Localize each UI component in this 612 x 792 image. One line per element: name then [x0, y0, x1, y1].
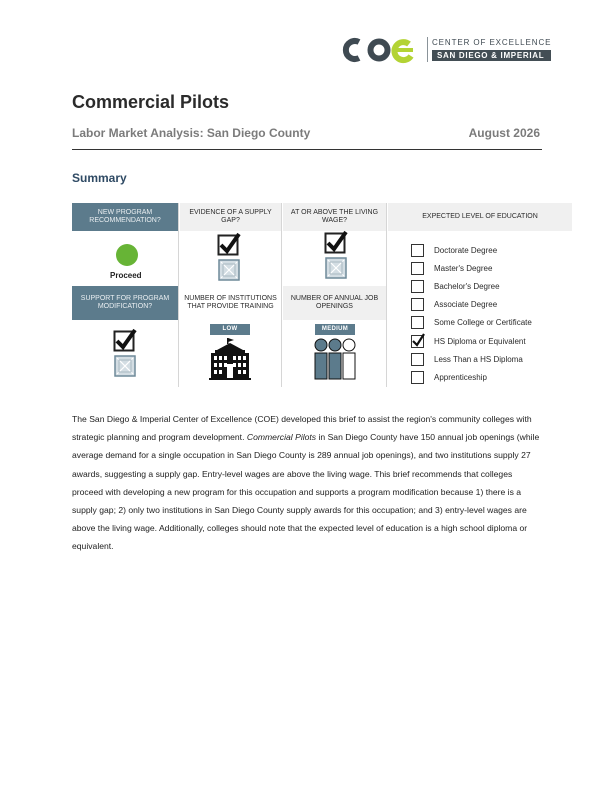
education-level-item: [411, 316, 532, 330]
education-level-item: [411, 334, 526, 348]
logo-divider: [427, 37, 428, 62]
education-label: Bachelor's Degree: [434, 281, 500, 291]
summary-paragraph: [72, 410, 544, 556]
support-modification-no-checkbox: [114, 355, 136, 377]
education-level-item: [411, 352, 523, 366]
check-icon: [411, 333, 426, 348]
people-icon: [314, 338, 356, 380]
coe-logo: [341, 34, 421, 66]
grid-divider: [386, 203, 387, 387]
summary-text-part1: The San Diego & Imperial Center of Excellence (COE) developed this brief to assist the region's community colleges with strategic planning and program development.: [72, 414, 532, 443]
education-checkbox: [411, 371, 424, 384]
logo-text: [432, 38, 551, 61]
report-date: August 2026: [468, 126, 540, 140]
logo-line1: CENTER OF EXCELLENCE: [432, 38, 552, 47]
grid-divider: [178, 203, 179, 387]
education-checkbox: [411, 244, 424, 257]
education-checkbox: [411, 298, 424, 311]
education-label: HS Diploma or Equivalent: [434, 336, 526, 346]
supply-gap-yes-checkbox: [217, 232, 241, 256]
education-level-item: [411, 298, 497, 312]
education-checkbox: [411, 262, 424, 275]
institutions-header: NUMBER OF INSTITUTIONS THAT PROVIDE TRAINING: [180, 286, 281, 320]
education-level-item: [411, 243, 497, 257]
building-icon: [209, 338, 251, 380]
supply-gap-header: EVIDENCE OF A SUPPLY GAP?: [180, 203, 281, 231]
education-checkbox: [411, 353, 424, 366]
education-label: Master's Degree: [434, 263, 493, 273]
living-wage-no-checkbox: [325, 257, 347, 279]
supply-gap-no-checkbox: [218, 259, 240, 281]
new-program-header: NEW PROGRAM RECOMMENDATION?: [72, 203, 178, 231]
education-label: Apprenticeship: [434, 372, 487, 382]
openings-header: NUMBER OF ANNUAL JOB OPENINGS: [283, 286, 386, 320]
logo-line2: SAN DIEGO & IMPERIAL: [432, 50, 551, 61]
living-wage-yes-checkbox: [324, 230, 348, 254]
living-wage-header: AT OR ABOVE THE LIVING WAGE?: [283, 203, 386, 231]
education-label: Associate Degree: [434, 300, 498, 310]
proceed-status-dot: [116, 244, 138, 266]
education-level-item: [411, 370, 487, 384]
title-rule: [72, 149, 542, 150]
summary-text-occupation: Commercial Pilots: [246, 432, 317, 443]
education-checkbox: [411, 316, 424, 329]
education-checkbox: [411, 335, 424, 348]
grid-divider: [281, 203, 282, 387]
openings-level-badge: MEDIUM: [315, 324, 355, 335]
education-checkbox: [411, 280, 424, 293]
page-subtitle: Labor Market Analysis: San Diego County: [72, 126, 311, 140]
education-level-item: [411, 279, 500, 293]
education-label: Some College or Certificate: [434, 318, 532, 328]
institutions-level-badge: LOW: [210, 324, 250, 335]
education-label: Less Than a HS Diploma: [434, 354, 523, 364]
summary-heading: Summary: [72, 171, 127, 185]
proceed-label: Proceed: [110, 271, 142, 280]
education-label: Doctorate Degree: [434, 245, 498, 255]
support-modification-yes-checkbox: [113, 328, 137, 352]
summary-text-part2: in San Diego County have 150 annual job openings (while average demand for a single occupation in San Diego County is 289 annual job openings), and two institutions supply 27 awards, suggesting a supply gap. Entry-level wages are above the living wage. This brief recommends that colleges proceed with developing a new program for this occupation and supports a program modification because 1) there is a supply gap; 2) only two institutions in San Diego County supply awards for this occupation; and 3) entry-level wages are above the living wage. Additionally, colleges should note that the expected level of education is a high school diploma or equivalent.: [72, 432, 540, 552]
page-title: Commercial Pilots: [72, 92, 230, 112]
education-level-item: [411, 261, 492, 275]
support-modification-header: SUPPORT FOR PROGRAM MODIFICATION?: [72, 286, 178, 320]
education-header: EXPECTED LEVEL OF EDUCATION: [388, 203, 572, 231]
